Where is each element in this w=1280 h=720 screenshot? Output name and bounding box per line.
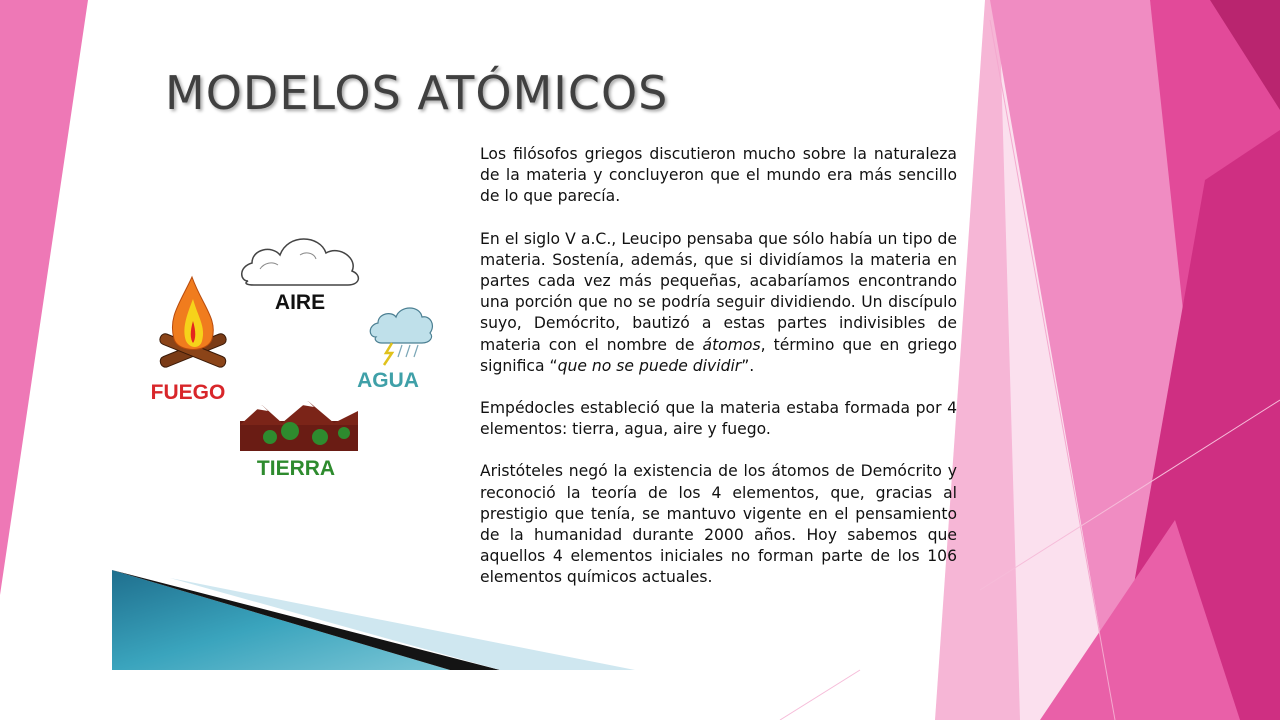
four-elements-illustration	[130, 225, 450, 485]
slide-title: MODELOS ATÓMICOS	[165, 66, 669, 120]
label-air: AIRE	[274, 291, 326, 314]
cloud-icon	[242, 239, 359, 285]
decor-line	[780, 670, 860, 720]
slide-body-text	[480, 144, 957, 610]
label-fire: FUEGO	[150, 381, 226, 404]
paragraph-leucipo	[480, 229, 957, 377]
paragraph-leucipo-part3: ”.	[741, 356, 755, 375]
paragraph-greek-philosophers: Los filósofos griegos discutieron mucho sobre la naturaleza de la materia y concluyeron que el mundo era más sencillo de lo que parecía.	[480, 145, 957, 206]
rain-cloud-icon	[370, 308, 432, 365]
left-pink-band	[0, 0, 88, 595]
fire-icon	[158, 277, 227, 369]
term-atomos: átomos	[702, 335, 761, 354]
term-meaning: que no se puede dividir	[557, 356, 742, 375]
paragraph-empedocles: Empédocles estableció que la materia estaba formada por 4 elementos: tierra, agua, aire y fuego.	[480, 399, 957, 439]
paragraph-leucipo-part2: , término que en griego significa “	[480, 335, 957, 375]
mountains-icon	[240, 401, 358, 451]
paragraph-leucipo-part1: En el siglo V a.C., Leucipo pensaba que sólo había un tipo de materia. Sostenía, además, que si dividíamos la materia en partes cada vez más pequeñas, acabaríamos encontrando una porción que no se podría seguir dividiendo. Un discípulo suyo, Demócrito, bautizó a estas partes indivisibles de materia con el nombre de	[480, 229, 957, 354]
label-water: AGUA	[357, 369, 419, 392]
paragraph-aristoteles: Aristóteles negó la existencia de los átomos de Demócrito y reconoció la teoría de los 4 elementos, que, gracias al prestigio que tenía, se mantuvo vigente en el pensamiento de la humanidad durante 2000 años. Hoy sabemos que aquellos 4 elementos iniciales no forman parte de los 106 elementos químicos actuales.	[480, 462, 957, 587]
label-earth: TIERRA	[256, 457, 336, 480]
